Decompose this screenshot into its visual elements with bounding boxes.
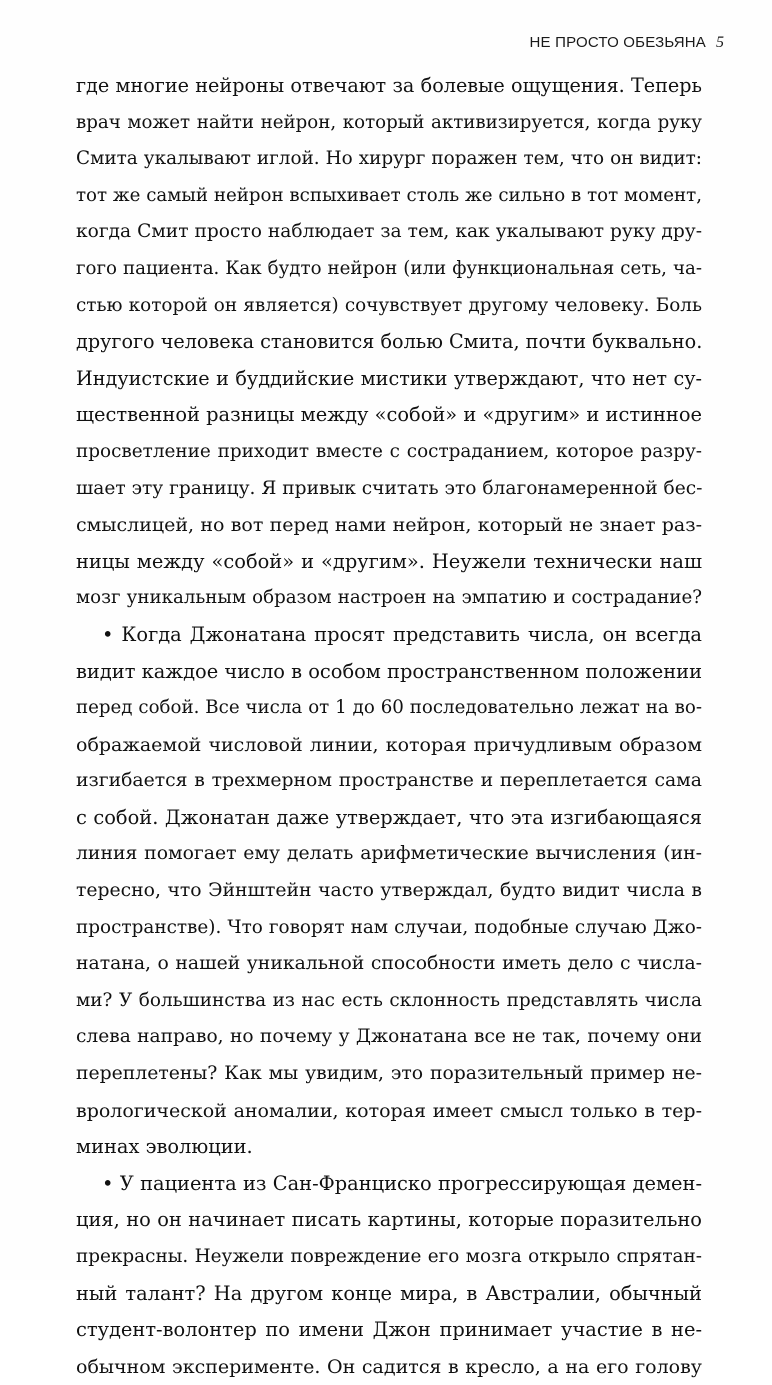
bullet-line: • У пациента из Сан-Франциско прогрессирующая демен-	[102, 1171, 702, 1195]
text-line: стью которой он является) сочувствует другому человеку. Боль	[76, 294, 702, 316]
text-line: Индуистские и буддийские мистики утверждают, что нет су-	[76, 366, 702, 390]
text-line: просветление приходит вместе с состраданием, которое разру-	[76, 440, 702, 462]
text-line: тересно, что Эйнштейн часто утверждал, будто видит числа в	[76, 880, 702, 902]
text-line: прекрасны. Неужели повреждение его мозга открыло спрятан-	[76, 1246, 702, 1267]
text-line: перед собой. Все числа от 1 до 60 последовательно лежат на во-	[76, 697, 702, 719]
text-line: пространстве). Что говорят нам случаи, подобные случаю Джо-	[76, 916, 702, 938]
text-line: слева направо, но почему у Джонатана все не так, почему они	[76, 1026, 702, 1048]
text-line: линия помогает ему делать арифметические вычисления (ин-	[76, 843, 702, 865]
text-line: ция, но он начинает писать картины, которые поразительно	[76, 1208, 702, 1232]
text-line: Смита укалывают иглой. Но хирург поражен тем, что он видит:	[76, 148, 702, 170]
text-line: с собой. Джонатан даже утверждает, что эта изгибающаяся	[76, 805, 702, 829]
text-line: видит каждое число в особом пространственном положении	[76, 659, 702, 683]
page-number: 5	[716, 34, 724, 51]
text-line: щественной разницы между «собой» и «другим» и истинное	[76, 403, 702, 427]
body-text	[76, 68, 702, 1385]
text-line: минах эволюции.	[76, 1135, 253, 1159]
bullet-line: • Когда Джонатана просят представить числа, он всегда	[102, 622, 702, 646]
text-line: гого пациента. Как будто нейрон (или функциональная сеть, ча-	[76, 257, 702, 279]
text-line: натана, о нашей уникальной способности иметь дело с числа-	[76, 953, 702, 975]
text-line: когда Смит просто наблюдает за тем, как укалывают руку дру-	[76, 221, 702, 243]
text-line: врач может найти нейрон, который активизируется, когда руку	[76, 111, 702, 133]
text-line: переплетены? Как мы увидим, это поразительный пример не-	[76, 1063, 702, 1085]
text-line: врологической аномалии, которая имеет смысл только в тер-	[76, 1099, 702, 1122]
text-line: мозг уникальным образом настроен на эмпатию и сострадание?	[76, 587, 702, 609]
text-line: студент-волонтер по имени Джон принимает участие в не-	[76, 1318, 702, 1342]
running-header	[530, 34, 724, 52]
text-line: ми? У большинства из нас есть склонность представлять числа	[76, 989, 702, 1011]
text-line: ницы между «собой» и «другим». Неужели технически наш	[76, 549, 702, 573]
text-line: другого человека становится болью Смита, почти буквально.	[76, 330, 703, 354]
text-line: ный талант? На другом конце мира, в Австралии, обычный	[76, 1281, 702, 1305]
running-header-title: НЕ ПРОСТО ОБЕЗЬЯНА	[529, 34, 706, 51]
text-line: изгибается в трехмерном пространстве и переплетается сама	[76, 770, 702, 792]
text-line: смыслицей, но вот перед нами нейрон, который не знает раз-	[76, 514, 702, 537]
text-line: обычном эксперименте. Он садится в кресло, а на его голову	[76, 1355, 702, 1378]
text-line: ображаемой числовой линии, которая причудливым образом	[76, 733, 702, 756]
text-line: тот же самый нейрон вспыхивает столь же сильно в тот момент,	[76, 184, 702, 206]
text-line: где многие нейроны отвечают за болевые ощущения. Теперь	[76, 74, 702, 97]
text-line: шает эту границу. Я привык считать это благонамеренной бес-	[76, 477, 703, 499]
